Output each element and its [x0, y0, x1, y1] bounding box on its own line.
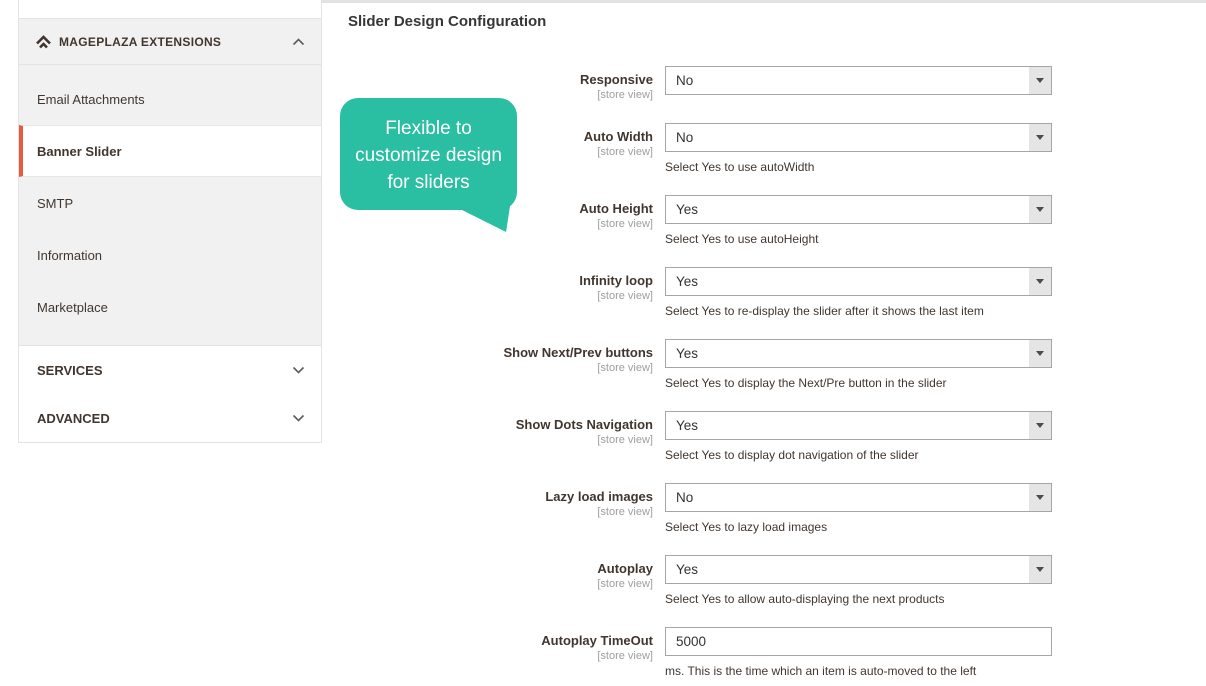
callout-line: for sliders [387, 172, 470, 193]
field-scope: [store view] [597, 89, 653, 101]
field-label: Show Next/Prev buttons [503, 345, 653, 360]
sidebar-header-label: MAGEPLAZA EXTENSIONS [59, 34, 222, 49]
sidebar-item-email-attachments[interactable]: Email Attachments [37, 91, 145, 107]
field-label: Infinity loop [579, 273, 653, 288]
form-row-lazy-load-images [348, 483, 1178, 534]
slider-design-configuration-form [348, 13, 1178, 686]
select-value: No [676, 490, 694, 505]
sidebar-item-information[interactable]: Information [37, 247, 103, 263]
select-value: Yes [676, 346, 699, 361]
field-scope: [store view] [597, 650, 653, 662]
field-label: Auto Height [579, 201, 653, 216]
sidebar-item-marketplace[interactable]: Marketplace [37, 299, 108, 315]
dropdown-arrow-icon [1029, 124, 1051, 151]
field-note: Select Yes to use autoWidth [665, 160, 815, 174]
form-row-responsive [348, 66, 1178, 102]
field-label: Show Dots Navigation [515, 417, 653, 432]
field-scope: [store view] [597, 146, 653, 158]
form-row-show-dots-navigation [348, 411, 1178, 462]
select-value: Yes [676, 202, 699, 217]
form-row-auto-height [348, 195, 1178, 246]
show-next-prev-select[interactable] [665, 339, 1052, 368]
field-note: Select Yes to use autoHeight [665, 232, 819, 246]
field-label: Lazy load images [545, 489, 653, 504]
sidebar-header-mageplaza-extensions[interactable] [19, 19, 321, 65]
field-scope: [store view] [597, 578, 653, 590]
field-scope: [store view] [597, 506, 653, 518]
select-value: No [676, 130, 694, 145]
sidebar-section-advanced[interactable] [19, 394, 321, 442]
field-note: Select Yes to lazy load images [665, 520, 828, 534]
dropdown-arrow-icon [1029, 67, 1051, 94]
field-note: Select Yes to display the Next/Pre button in the slider [665, 376, 947, 390]
field-scope: [store view] [597, 434, 653, 446]
field-note: Select Yes to re-display the slider after it shows the last item [665, 304, 984, 318]
dropdown-arrow-icon [1029, 556, 1051, 583]
form-row-autoplay-timeout [348, 627, 1178, 678]
field-note: Select Yes to allow auto-displaying the next products [665, 592, 945, 606]
auto-width-select[interactable] [665, 123, 1052, 152]
form-row-infinity-loop [348, 267, 1178, 318]
sidebar-section-label: SERVICES [37, 362, 103, 378]
dropdown-arrow-icon [1029, 484, 1051, 511]
responsive-select[interactable] [665, 66, 1052, 95]
field-scope: [store view] [597, 218, 653, 230]
config-nav-sidebar [18, 0, 322, 443]
chevron-down-icon [292, 366, 305, 374]
select-value: Yes [676, 562, 699, 577]
callout-line: Flexible to [385, 118, 472, 139]
form-row-autoplay [348, 555, 1178, 606]
field-note: Select Yes to display dot navigation of the slider [665, 448, 919, 462]
dropdown-arrow-icon [1029, 412, 1051, 439]
form-row-auto-width [348, 123, 1178, 174]
sidebar-section-services[interactable] [19, 346, 321, 394]
autoplay-select[interactable] [665, 555, 1052, 584]
infinity-loop-select[interactable] [665, 267, 1052, 296]
sidebar-group-mageplaza [19, 65, 321, 346]
field-scope: [store view] [597, 290, 653, 302]
sidebar-cutoff-row [19, 0, 321, 19]
auto-height-select[interactable] [665, 195, 1052, 224]
select-value: Yes [676, 418, 699, 433]
dropdown-arrow-icon [1029, 196, 1051, 223]
callout-line: customize design [355, 145, 502, 166]
field-note: ms. This is the time which an item is auto-moved to the left [665, 664, 977, 678]
select-value: No [676, 73, 694, 88]
lazy-load-images-select[interactable] [665, 483, 1052, 512]
page-title: Slider Design Configuration [348, 13, 547, 30]
field-label: Autoplay TimeOut [541, 633, 653, 648]
sidebar-item-smtp[interactable]: SMTP [37, 195, 74, 211]
select-value: Yes [676, 274, 699, 289]
sidebar-section-label: ADVANCED [37, 410, 110, 426]
form-row-show-next-prev [348, 339, 1178, 390]
field-label: Auto Width [583, 129, 653, 144]
chevron-up-icon [292, 38, 305, 46]
autoplay-timeout-input[interactable] [665, 627, 1052, 656]
field-label: Responsive [580, 72, 653, 87]
field-scope: [store view] [597, 362, 653, 374]
show-dots-navigation-select[interactable] [665, 411, 1052, 440]
sidebar-item-banner-slider[interactable]: Banner Slider [19, 125, 321, 177]
field-label: Autoplay [597, 561, 653, 576]
dropdown-arrow-icon [1029, 340, 1051, 367]
mageplaza-logo-icon [35, 35, 52, 49]
chevron-down-icon [292, 414, 305, 422]
dropdown-arrow-icon [1029, 268, 1051, 295]
